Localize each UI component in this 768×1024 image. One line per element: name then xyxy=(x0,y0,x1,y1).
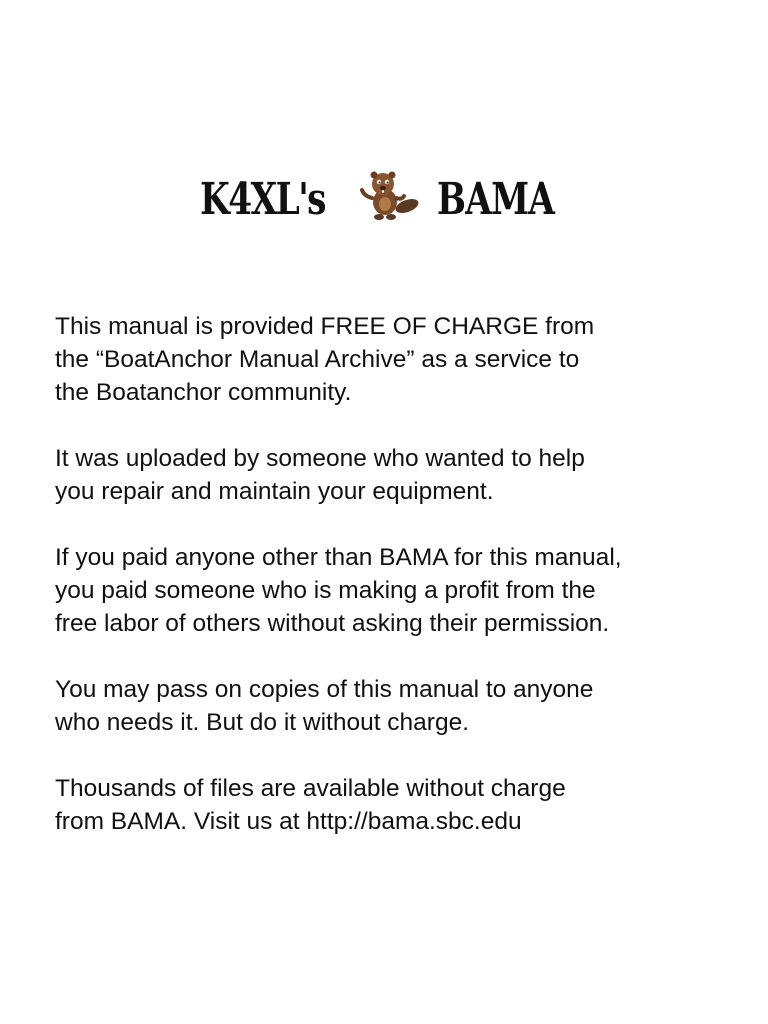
header-bama: BAMA xyxy=(437,174,555,225)
page-header xyxy=(0,168,768,232)
header-callsign: K4XL's xyxy=(200,174,325,225)
notice-paragraph-visit: Thousands of files are available without charge from BAMA. Visit us at http://bama.sbc.edu xyxy=(55,775,566,835)
notice-paragraph-paid: If you paid anyone other than BAMA for this manual, you paid someone who is making a profit from the free labor of others without asking their permission. xyxy=(55,544,622,637)
beaver-mascot-icon xyxy=(352,168,422,226)
notice-body xyxy=(55,310,745,871)
notice-paragraph-copies: You may pass on copies of this manual to anyone who needs it. But do it without charge. xyxy=(55,676,594,736)
notice-paragraph-free: This manual is provided FREE OF CHARGE from the “BoatAnchor Manual Archive” as a service to the Boatanchor community. xyxy=(55,313,595,406)
notice-paragraph-uploaded: It was uploaded by someone who wanted to help you repair and maintain your equipment. xyxy=(55,445,585,505)
